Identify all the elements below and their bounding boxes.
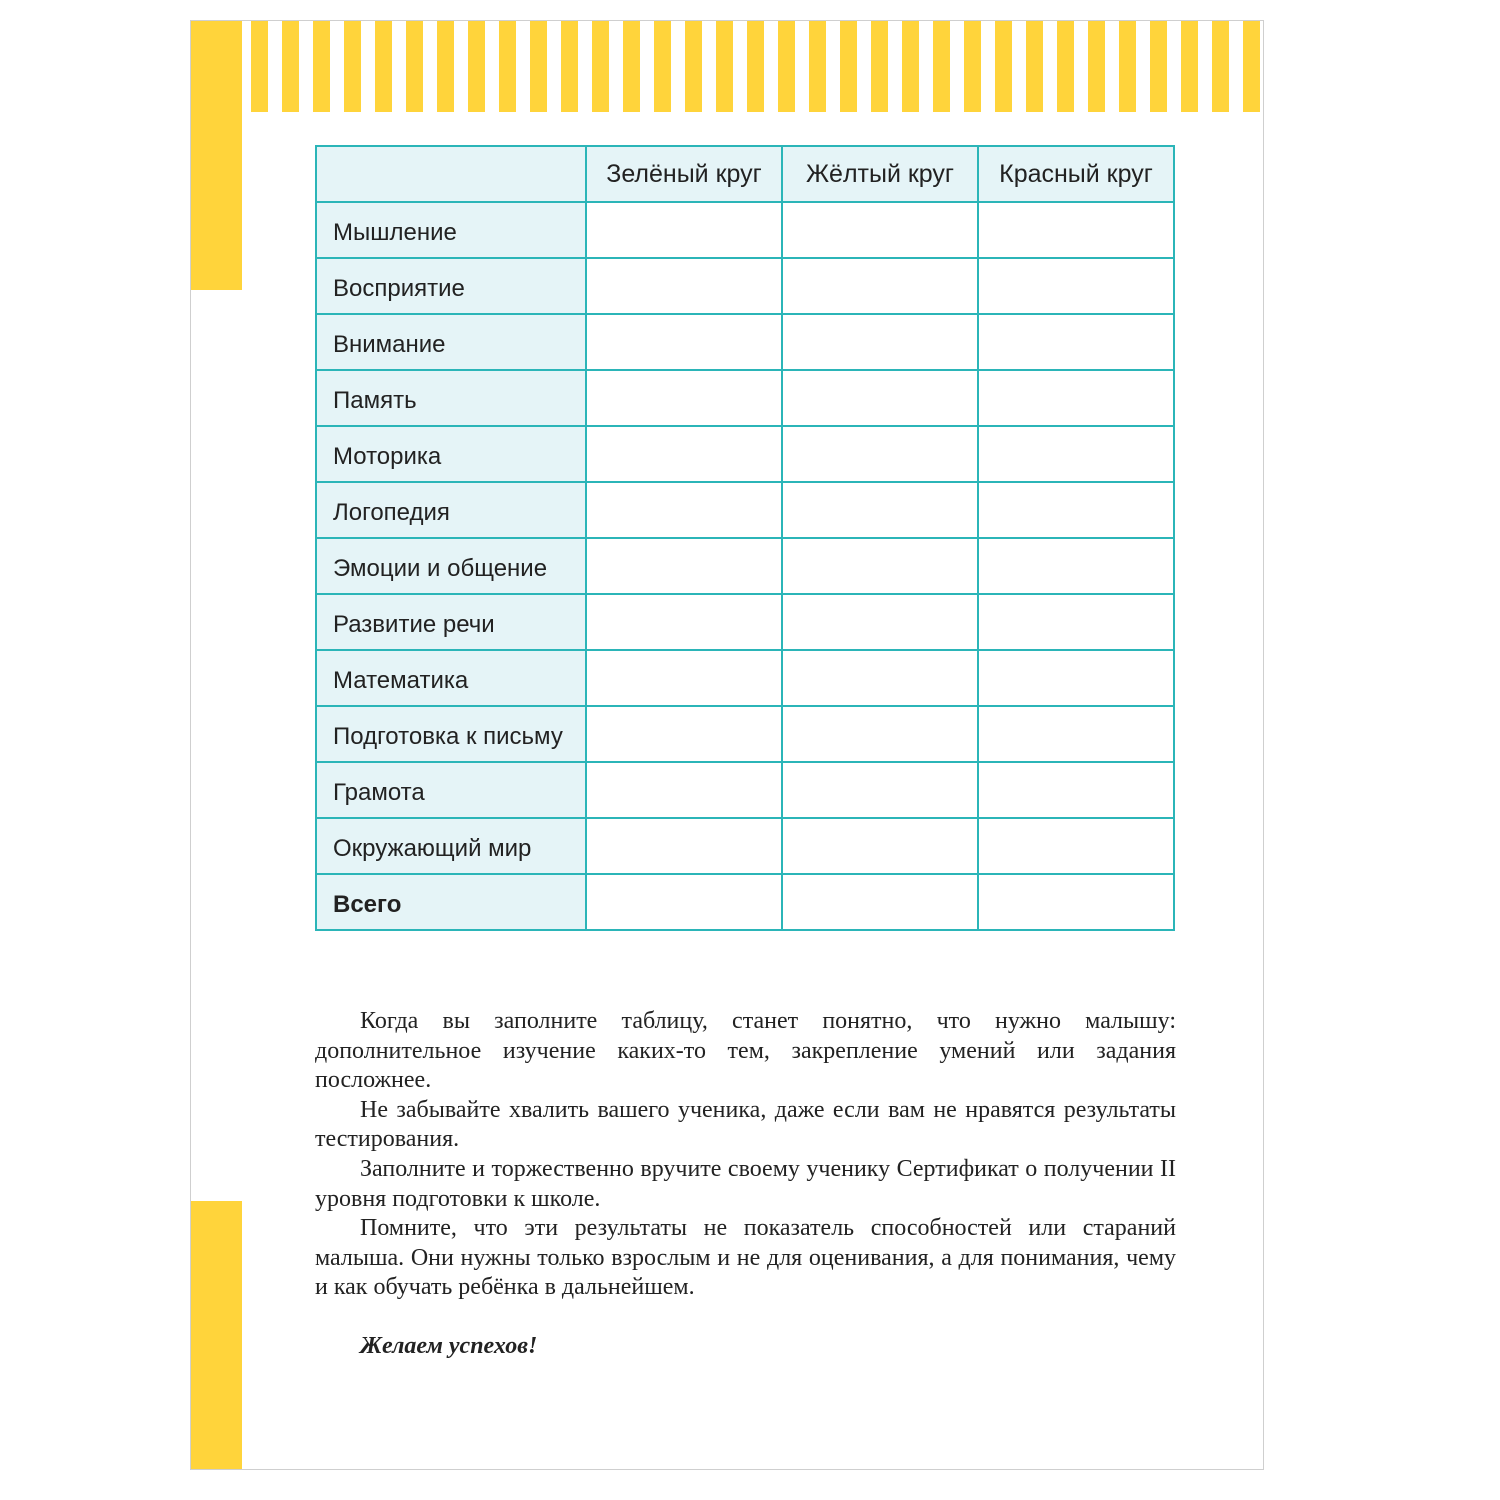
green-circle-cell[interactable] — [586, 426, 782, 482]
green-circle-cell[interactable] — [586, 762, 782, 818]
green-circle-cell[interactable] — [586, 202, 782, 258]
side-bar-top — [191, 21, 242, 290]
header-green-circle: Зелёный круг — [586, 146, 782, 202]
row-label: Память — [316, 370, 586, 426]
table-row — [316, 762, 1174, 818]
table-row — [316, 818, 1174, 874]
green-circle-cell[interactable] — [586, 482, 782, 538]
header-red-circle: Красный круг — [978, 146, 1174, 202]
red-circle-cell[interactable] — [978, 258, 1174, 314]
red-circle-cell[interactable] — [978, 370, 1174, 426]
row-label: Грамота — [316, 762, 586, 818]
table-row — [316, 258, 1174, 314]
yellow-circle-cell[interactable] — [782, 314, 978, 370]
table-row — [316, 594, 1174, 650]
paragraph: Не забывайте хвалить вашего ученика, даже если вам не нравятся результаты тестирования. — [315, 1096, 1176, 1153]
yellow-circle-cell[interactable] — [782, 482, 978, 538]
green-circle-cell[interactable] — [586, 874, 782, 930]
paragraph: Заполните и торжественно вручите своему ученику Сертификат о получении II уровня подготовки к школе. — [315, 1155, 1176, 1212]
closing-wish: Желаем успехов! — [360, 1333, 538, 1359]
row-label: Логопедия — [316, 482, 586, 538]
decorative-stripes — [251, 21, 1263, 112]
red-circle-cell[interactable] — [978, 594, 1174, 650]
red-circle-cell[interactable] — [978, 538, 1174, 594]
yellow-circle-cell[interactable] — [782, 818, 978, 874]
table-row — [316, 202, 1174, 258]
row-label: Всего — [316, 874, 586, 930]
green-circle-cell[interactable] — [586, 538, 782, 594]
green-circle-cell[interactable] — [586, 706, 782, 762]
row-label: Моторика — [316, 426, 586, 482]
instructions-text — [315, 1007, 1176, 1303]
header-empty — [316, 146, 586, 202]
paragraph: Когда вы заполните таблицу, станет понятно, что нужно малышу: дополнительное изучение каких-то тем, закрепление умений или задания посложнее. — [315, 1008, 1176, 1094]
table-row — [316, 706, 1174, 762]
yellow-circle-cell[interactable] — [782, 538, 978, 594]
red-circle-cell[interactable] — [978, 762, 1174, 818]
page — [190, 20, 1264, 1470]
yellow-circle-cell[interactable] — [782, 258, 978, 314]
row-label: Окружающий мир — [316, 818, 586, 874]
yellow-circle-cell[interactable] — [782, 650, 978, 706]
row-label: Развитие речи — [316, 594, 586, 650]
red-circle-cell[interactable] — [978, 202, 1174, 258]
red-circle-cell[interactable] — [978, 650, 1174, 706]
yellow-circle-cell[interactable] — [782, 202, 978, 258]
row-label: Математика — [316, 650, 586, 706]
results-table — [315, 145, 1175, 931]
table-row — [316, 314, 1174, 370]
green-circle-cell[interactable] — [586, 314, 782, 370]
green-circle-cell[interactable] — [586, 650, 782, 706]
yellow-circle-cell[interactable] — [782, 874, 978, 930]
table-row — [316, 482, 1174, 538]
paragraph: Помните, что эти результаты не показатель способностей или стараний малыша. Они нужны только взрослым и не для оценивания, а для понимания, чему и как обучать ребёнка в дальнейшем. — [315, 1215, 1176, 1301]
green-circle-cell[interactable] — [586, 594, 782, 650]
yellow-circle-cell[interactable] — [782, 370, 978, 426]
red-circle-cell[interactable] — [978, 426, 1174, 482]
row-label: Эмоции и общение — [316, 538, 586, 594]
green-circle-cell[interactable] — [586, 818, 782, 874]
table-row — [316, 370, 1174, 426]
table-row — [316, 426, 1174, 482]
row-label: Мышление — [316, 202, 586, 258]
header-yellow-circle: Жёлтый круг — [782, 146, 978, 202]
table-row — [316, 874, 1174, 930]
row-label: Внимание — [316, 314, 586, 370]
yellow-circle-cell[interactable] — [782, 594, 978, 650]
yellow-circle-cell[interactable] — [782, 706, 978, 762]
yellow-circle-cell[interactable] — [782, 426, 978, 482]
red-circle-cell[interactable] — [978, 818, 1174, 874]
row-label: Восприятие — [316, 258, 586, 314]
red-circle-cell[interactable] — [978, 314, 1174, 370]
table-row — [316, 650, 1174, 706]
yellow-circle-cell[interactable] — [782, 762, 978, 818]
red-circle-cell[interactable] — [978, 874, 1174, 930]
row-label: Подготовка к письму — [316, 706, 586, 762]
red-circle-cell[interactable] — [978, 706, 1174, 762]
green-circle-cell[interactable] — [586, 370, 782, 426]
table-row — [316, 538, 1174, 594]
table-header-row — [316, 146, 1174, 202]
side-bar-bottom — [191, 1201, 242, 1470]
red-circle-cell[interactable] — [978, 482, 1174, 538]
green-circle-cell[interactable] — [586, 258, 782, 314]
